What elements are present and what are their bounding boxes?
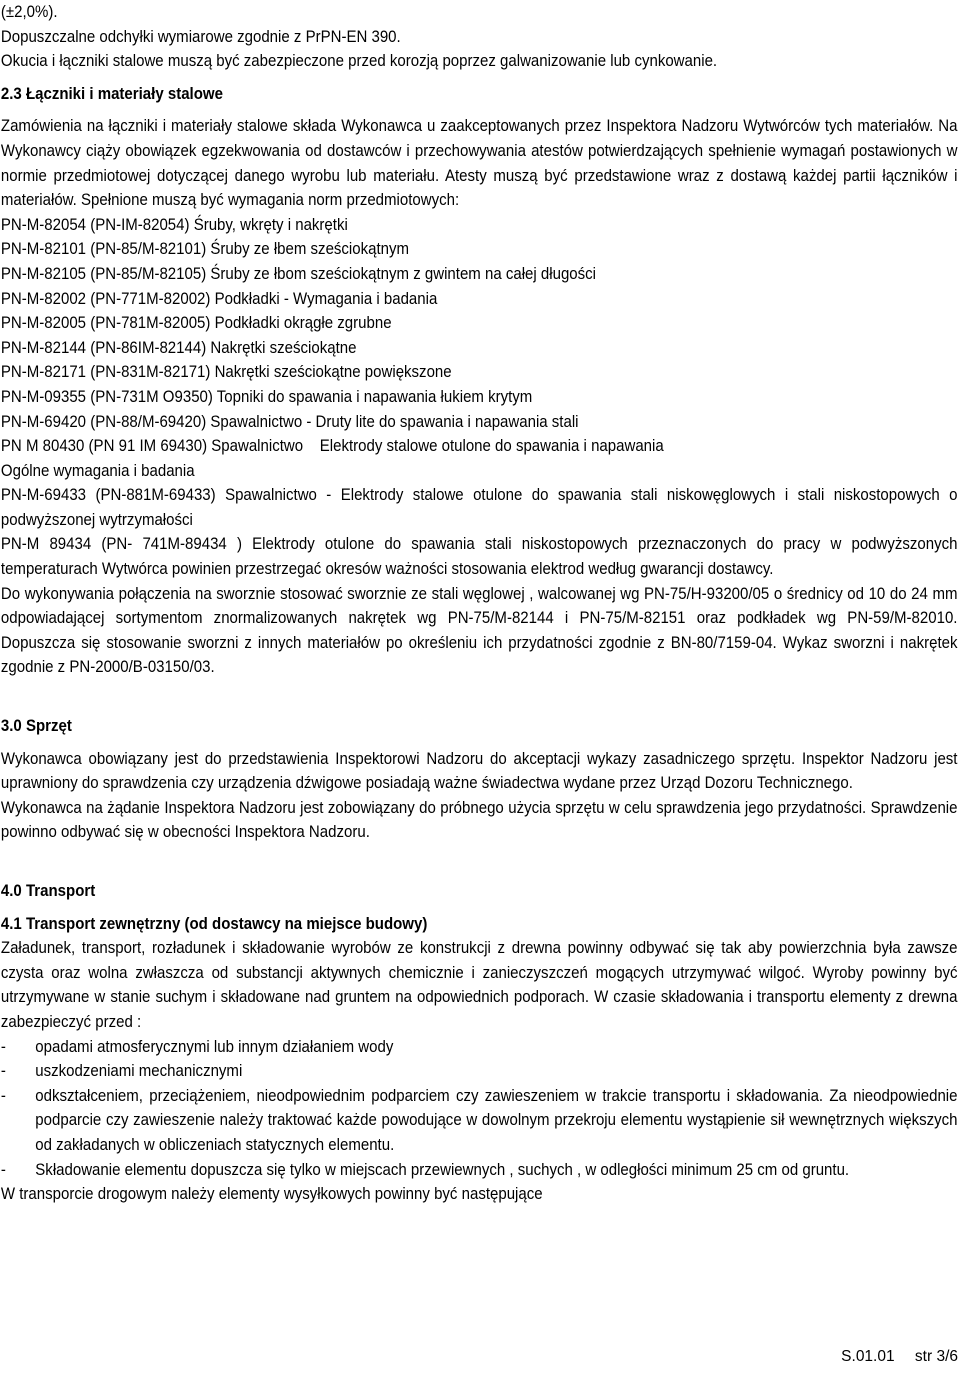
section-heading-3-0: 3.0 Sprzęt [0,716,72,736]
standard-item: PN-M-82171 (PN-831M-82171) Nakrętki sześciokątne powiększone [0,362,452,382]
list-item-text: Składowanie elementu dopuszcza się tylko w miejscach przewiewnych , suchych , w odległości minimum 25 cm od gruntu. [35,1159,850,1179]
list-item [1,1059,958,1084]
section-heading-2-3: 2.3 Łączniki i materiały stalowe [0,83,223,103]
bullet-dash: - [0,1085,6,1105]
standard-item: PN-M-82144 (PN-86IM-82144) Nakrętki sześciokątne [0,337,357,357]
paragraph-fasteners: Zamówienia na łączniki i materiały stalowe składa Wykonawca u zaakceptowanych przez Inspektora Nadzoru Wytwórców tych materiałów. Na Wykonawcy ciąży obowiązek egzekwowania od dostawców i przechowywania atestów potwierdzających spełnienie wymagań postawionych w normie przedmiotowej dotyczącej danego wyrobu lub materiału. Atesty muszą być przedstawione wraz z dostawą każdej partii łączników i materiałów. Spełnione muszą być wymagania norm przedmiotowych: [0,116,958,210]
list-item-text: odkształceniem, przeciążeniem, nieodpowiednim podparciem czy zawieszeniem w trakcie transportu i składowania. Za nieodpowiednie podparcie czy zawieszenie należy traktować każde powodujące w dowolnym przekroju elementu wystąpienie sił wewnętrznych większych od zakładanych w obliczeniach statycznych elementu. [35,1085,958,1154]
paragraph-road-transport: W transporcie drogowym należy elementy wysyłkowych powinny być następujące [0,1184,543,1204]
standard-item: Ogólne wymagania i badania [0,460,195,480]
page-footer [825,1348,958,1366]
list-item [1,1084,958,1158]
text-line: (±2,0%). [0,2,58,21]
standard-item: PN-M-69433 (PN-881M-69433) Spawalnictwo - Elektrody stalowe otulone do spawania stali niskowęglowych i stali niskostopowych o podwyższonej wytrzymałości [0,485,958,529]
standard-item: PN-M-82054 (PN-IM-82054) Śruby, wkręty i nakrętki [0,214,348,234]
list-item [1,1158,958,1183]
paragraph-equipment: Wykonawca obowiązany jest do przedstawienia Inspektorowi Nadzoru do akceptacji wykazy zasadniczego sprzętu. Inspektor Nadzoru jest uprawniony do sprawdzenia czy urządzenia dźwigowe posiadają ważne świadectwa wydane przez Urząd Dozoru Technicznego. [0,748,958,793]
standard-item: PN-M-69420 (PN-88/M-69420) Spawalnictwo - Druty lite do spawania i napawania stali [0,411,579,431]
bullet-dash: - [0,1159,6,1179]
page-number: str 3/6 [914,1348,958,1365]
bullet-dash: - [0,1061,6,1081]
standard-item: PN-M-82101 (PN-85/M-82101) Śruby ze łbem sześciokątnym [0,239,410,259]
list-item-text: uszkodzeniami mechanicznymi [35,1061,243,1081]
section-heading-4-1: 4.1 Transport zewnętrzny (od dostawcy na miejsce budowy) [0,913,428,933]
paragraph-bolts: Do wykonywania połączenia na sworznie stosować sworznie ze stali węglowej , walcowanej wg PN-75/H-93200/05 o średnicy od 10 do 24 mm odpowiadającej sortymentom znormalizowanych nakrętek wg PN-75/M-82144 i PN-75/M-82151 oraz podkładek wg PN-59/M-82010. Dopuszcza się stosowanie sworzni z innych materiałów po określeniu ich przydatności zgodnie z BN-80/7159-04. Wykaz sworzni i nakrętek zgodnie z PN-2000/B-03150/03. [0,583,958,677]
standard-item: PN-M-82105 (PN-85/M-82105) Śruby ze łbom sześciokątnym z gwintem na całej długości [0,263,597,283]
list-item [1,1035,958,1060]
paragraph-transport: Załadunek, transport, rozładunek i składowanie wyrobów ze konstrukcji z drewna powinny odbywać się tak aby powierzchnia była zawsze czysta oraz wolna zwłaszcza od substancji aktywnych chemicznie i zanieczyszczeń mogących utrzymywać wilgoć. Wyroby powinny być utrzymywane w stanie suchym i składowane nad gruntem na odpowiednich podporach. W czasie składowania i transportu elementy z drewna zabezpieczyć przed : [0,938,958,1031]
text-line: Okucia i łączniki stalowe muszą być zabezpieczone przed korozją poprzez galwanizowanie lub cynkowanie. [0,51,718,71]
standard-item: PN-M 89434 (PN- 741M-89434 ) Elektrody otulone do spawania stali niskostopowych przeznaczonych do pracy w podwyższonych temperaturach Wytwórca powinien przestrzegać okresów ważności stosowania elektrod według gwarancji dostawcy. [0,534,958,579]
document-code: S.01.01 [841,1348,895,1365]
text-line: Dopuszczalne odchyłki wymiarowe zgodnie z PrPN-EN 390. [0,26,401,46]
section-heading-4-0: 4.0 Transport [0,881,96,900]
bullet-dash: - [0,1036,6,1056]
standard-item: PN-M-82002 (PN-771M-82002) Podkładki - Wymagania i badania [0,288,438,308]
standard-item: PN-M-09355 (PN-731M O9350) Topniki do spawania i napawania łukiem krytym [0,386,533,406]
standard-item: PN-M-82005 (PN-781M-82005) Podkładki okrągłe zgrubne [0,313,392,333]
paragraph-equipment-test: Wykonawca na żądanie Inspektora Nadzoru jest zobowiązany do próbnego użycia sprzętu w celu sprawdzenia jego przydatności. Sprawdzenie powinno odbywać się w obecności Inspektora Nadzoru. [0,797,958,842]
list-item-text: opadami atmosferycznymi lub innym działaniem wody [35,1036,394,1056]
standard-item: PN M 80430 (PN 91 IM 69430) Spawalnictwo Elektrody stalowe otulone do spawania i napawania [0,436,664,456]
